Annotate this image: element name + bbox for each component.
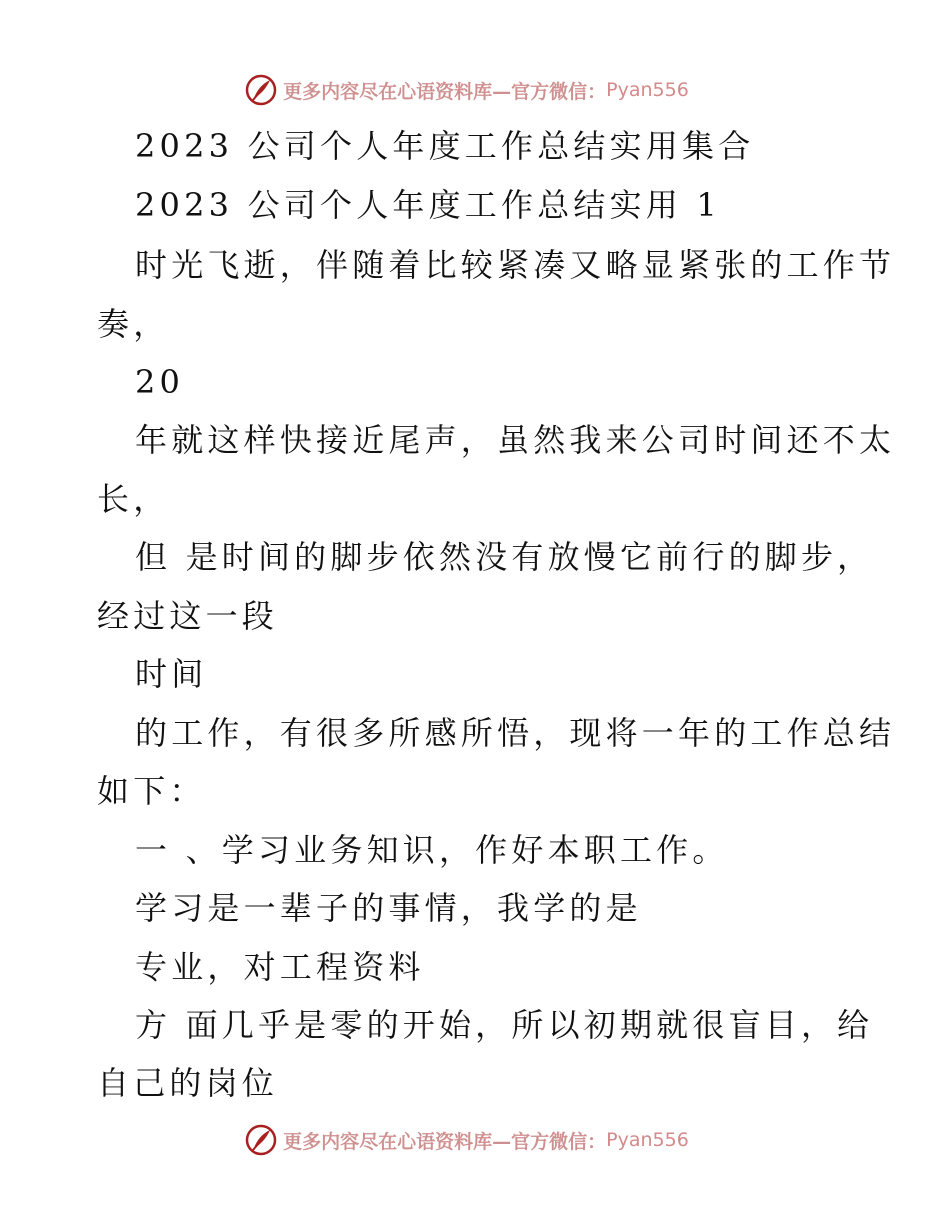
watermark-wechat-id: Pyan556 bbox=[606, 79, 689, 101]
body-line: 时光飞逝，伴随着比较紧凑又略显紧张的工作节 bbox=[135, 246, 896, 284]
document-subtitle: 2023 公司个人年度工作总结实用 1 bbox=[135, 186, 721, 224]
body-line: 奏， bbox=[97, 305, 170, 343]
body-line: 方 面几乎是零的开始，所以初期就很盲目，给 bbox=[135, 1006, 874, 1044]
body-line: 年就这样快接近尾声，虽然我来公司时间还不太 bbox=[135, 421, 896, 459]
watermark-wechat-id: Pyan556 bbox=[606, 1129, 689, 1151]
document-title: 2023 公司个人年度工作总结实用集合 bbox=[135, 127, 755, 165]
header-watermark-content bbox=[245, 74, 689, 106]
body-line: 如下： bbox=[97, 772, 206, 810]
quill-logo-icon bbox=[245, 1124, 277, 1156]
body-line: 长， bbox=[97, 480, 170, 518]
body-line: 20 bbox=[135, 363, 185, 401]
body-line: 自己的岗位 bbox=[97, 1064, 279, 1102]
watermark-text: 更多内容尽在心语资料库—官方微信： bbox=[283, 80, 607, 103]
header-watermark bbox=[0, 68, 950, 112]
quill-logo-icon bbox=[245, 74, 277, 106]
body-line: 时间 bbox=[135, 655, 208, 693]
footer-watermark-content bbox=[245, 1124, 689, 1156]
body-line: 经过这一段 bbox=[97, 597, 279, 635]
section-heading: 一 、学习业务知识，作好本职工作。 bbox=[135, 831, 729, 869]
body-line: 专业，对工程资料 bbox=[135, 948, 425, 986]
body-line: 的工作，有很多所感所悟，现将一年的工作总结 bbox=[135, 714, 896, 752]
watermark-text: 更多内容尽在心语资料库—官方微信： bbox=[283, 1130, 607, 1153]
body-line: 但 是时间的脚步依然没有放慢它前行的脚步， bbox=[135, 538, 874, 576]
footer-watermark bbox=[0, 1118, 950, 1162]
body-line: 学习是一辈子的事情，我学的是 bbox=[135, 889, 642, 927]
